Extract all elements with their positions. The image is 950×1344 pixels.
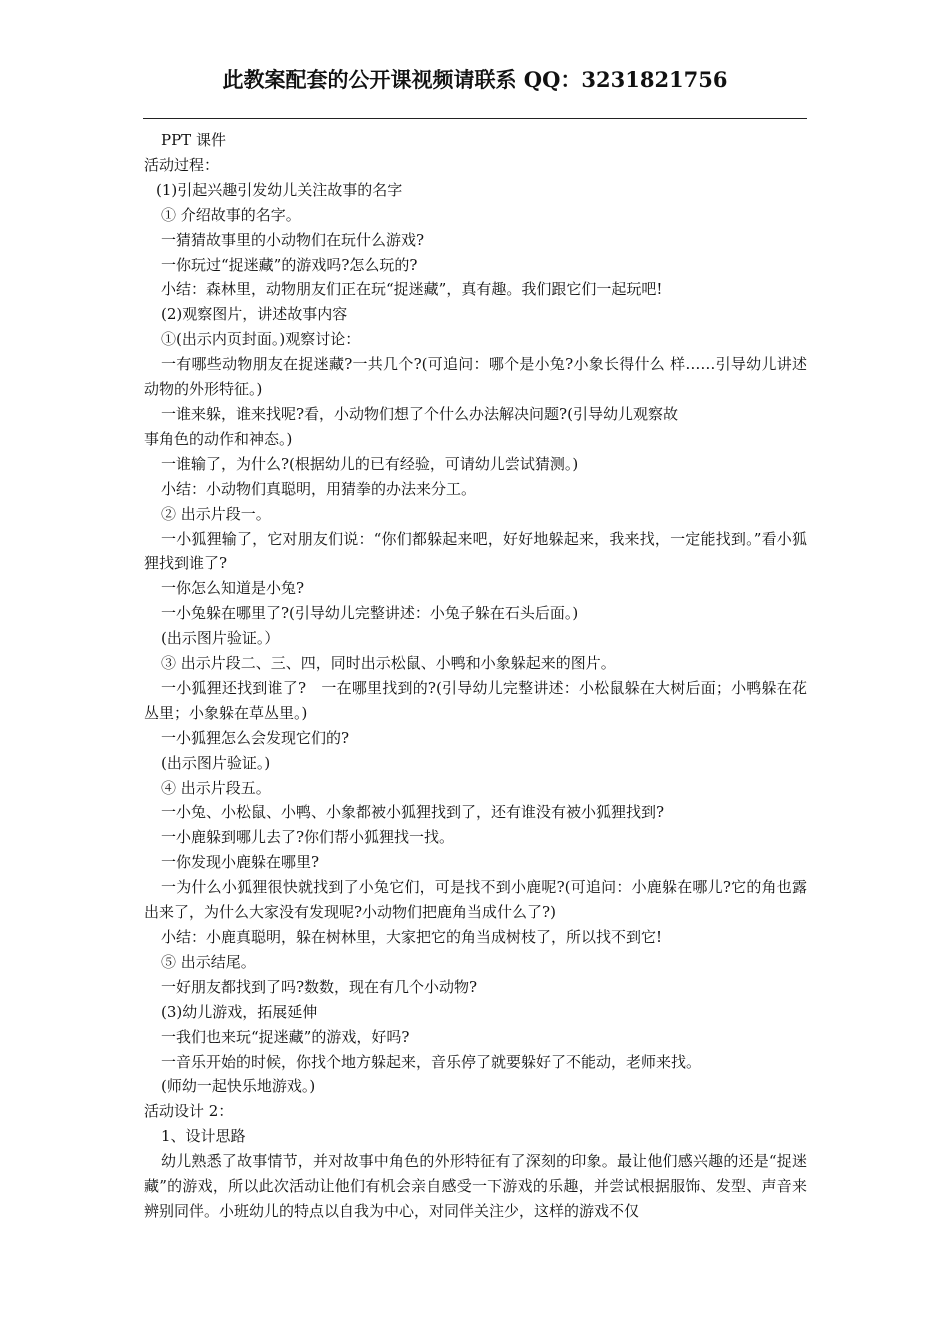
text-line: ①(出示内页封面。)观察讨论： <box>161 330 361 349</box>
text-line: 一你发现小鹿躲在哪里? <box>161 853 320 872</box>
text-line: 一谁输了，为什么?(根据幼儿的已有经验，可请幼儿尝试猜测。) <box>161 454 579 473</box>
text-line: ⑤ 出示结尾。 <box>161 952 256 971</box>
paragraph: 一为什么小狐狸很快就找到了小兔它们，可是找不到小鹿呢?(可追问：小鹿躲在哪儿?它的角也露出来了，为什么大家没有发现呢?小动物们把鹿角当成什么了?) <box>144 878 807 922</box>
text-line: (出示图片验证。) <box>161 753 271 772</box>
header-divider <box>143 118 807 119</box>
text-line: PPT 课件 <box>161 131 226 149</box>
text-line: 一你玩过“捉迷藏”的游戏吗?怎么玩的? <box>161 255 418 274</box>
paragraph: 一小狐狸还找到谁了? 一在哪里找到的?(引导幼儿完整讲述：小松鼠躲在大树后面；小鸭躲在花丛里；小象躲在草丛里。) <box>144 678 807 722</box>
subsection-heading: (1)引起兴趣引发幼儿关注故事的名字 <box>156 180 403 199</box>
paragraph: 一小狐狸输了，它对朋友们说：“你们都躲起来吧，好好地躲起来，我来找，一定能找到。”看小狐狸找到谁了? <box>144 529 807 573</box>
section-heading: 活动设计 2： <box>144 1102 234 1121</box>
text-line: 一谁来躲，谁来找呢?看，小动物们想了个什么办法解决问题?(引导幼儿观察故 <box>161 404 678 423</box>
text-line: 一小狐狸怎么会发现它们的? <box>161 728 350 747</box>
text-line: ② 出示片段一。 <box>161 504 271 523</box>
text-line: ④ 出示片段五。 <box>161 778 271 797</box>
section-heading: 活动过程： <box>144 155 220 174</box>
subsection-heading: (3)幼儿游戏，拓展延伸 <box>161 1002 318 1021</box>
text-line: 一小兔、小松鼠、小鸭、小象都被小狐狸找到了，还有谁没有被小狐狸找到? <box>161 803 665 822</box>
text-line: 小结：森林里，动物朋友们正在玩“捉迷藏”，真有趣。我们跟它们一起玩吧! <box>161 280 663 299</box>
page-header: 此教案配套的公开课视频请联系 QQ：3231821756 <box>222 67 728 92</box>
text-line: 事角色的动作和神态。) <box>144 429 293 448</box>
text-line: 一猜猜故事里的小动物们在玩什么游戏? <box>161 230 425 249</box>
text-line: ③ 出示片段二、三、四，同时出示松鼠、小鸭和小象躲起来的图片。 <box>161 654 616 673</box>
text-line: (出示图片验证。） <box>161 629 280 648</box>
text-line: 一你怎么知道是小兔? <box>161 579 305 598</box>
paragraph: 幼儿熟悉了故事情节，并对故事中角色的外形特征有了深刻的印象。最让他们感兴趣的还是“捉迷藏”的游戏，所以此次活动让他们有机会亲自感受一下游戏的乐趣，并尝试根据服饰、发型、声音来辨别同伴。小班幼儿的特点以自我为中心，对同伴关注少，这样的游戏不仅 <box>144 1152 807 1220</box>
text-line: 一好朋友都找到了吗?数数，现在有几个小动物? <box>161 977 478 996</box>
subsection-heading: 1、设计思路 <box>161 1127 246 1146</box>
text-line: (师幼一起快乐地游戏。) <box>161 1077 316 1096</box>
text-line: ① 介绍故事的名字。 <box>161 205 301 224</box>
text-line: 小结：小动物们真聪明，用猜拳的办法来分工。 <box>161 479 477 498</box>
text-line: 小结：小鹿真聪明，躲在树林里，大家把它的角当成树枝了，所以找不到它! <box>161 928 663 946</box>
paragraph: 一有哪些动物朋友在捉迷藏?一共几个?(可追问：哪个是小兔?小象长得什么 样……引导幼儿讲述动物的外形特征。) <box>144 355 807 399</box>
text-line: 一音乐开始的时候，你找个地方躲起来，音乐停了就要躲好了不能动，老师来找。 <box>161 1052 702 1071</box>
text-line: 一小鹿躲到哪儿去了?你们帮小狐狸找一找。 <box>161 828 455 847</box>
text-line: 一我们也来玩“捉迷藏”的游戏，好吗? <box>161 1027 410 1046</box>
text-line: 一小兔躲在哪里了?(引导幼儿完整讲述：小兔子躲在石头后面。) <box>161 604 579 623</box>
document-body <box>144 128 807 1224</box>
subsection-heading: (2)观察图片，讲述故事内容 <box>161 305 348 324</box>
